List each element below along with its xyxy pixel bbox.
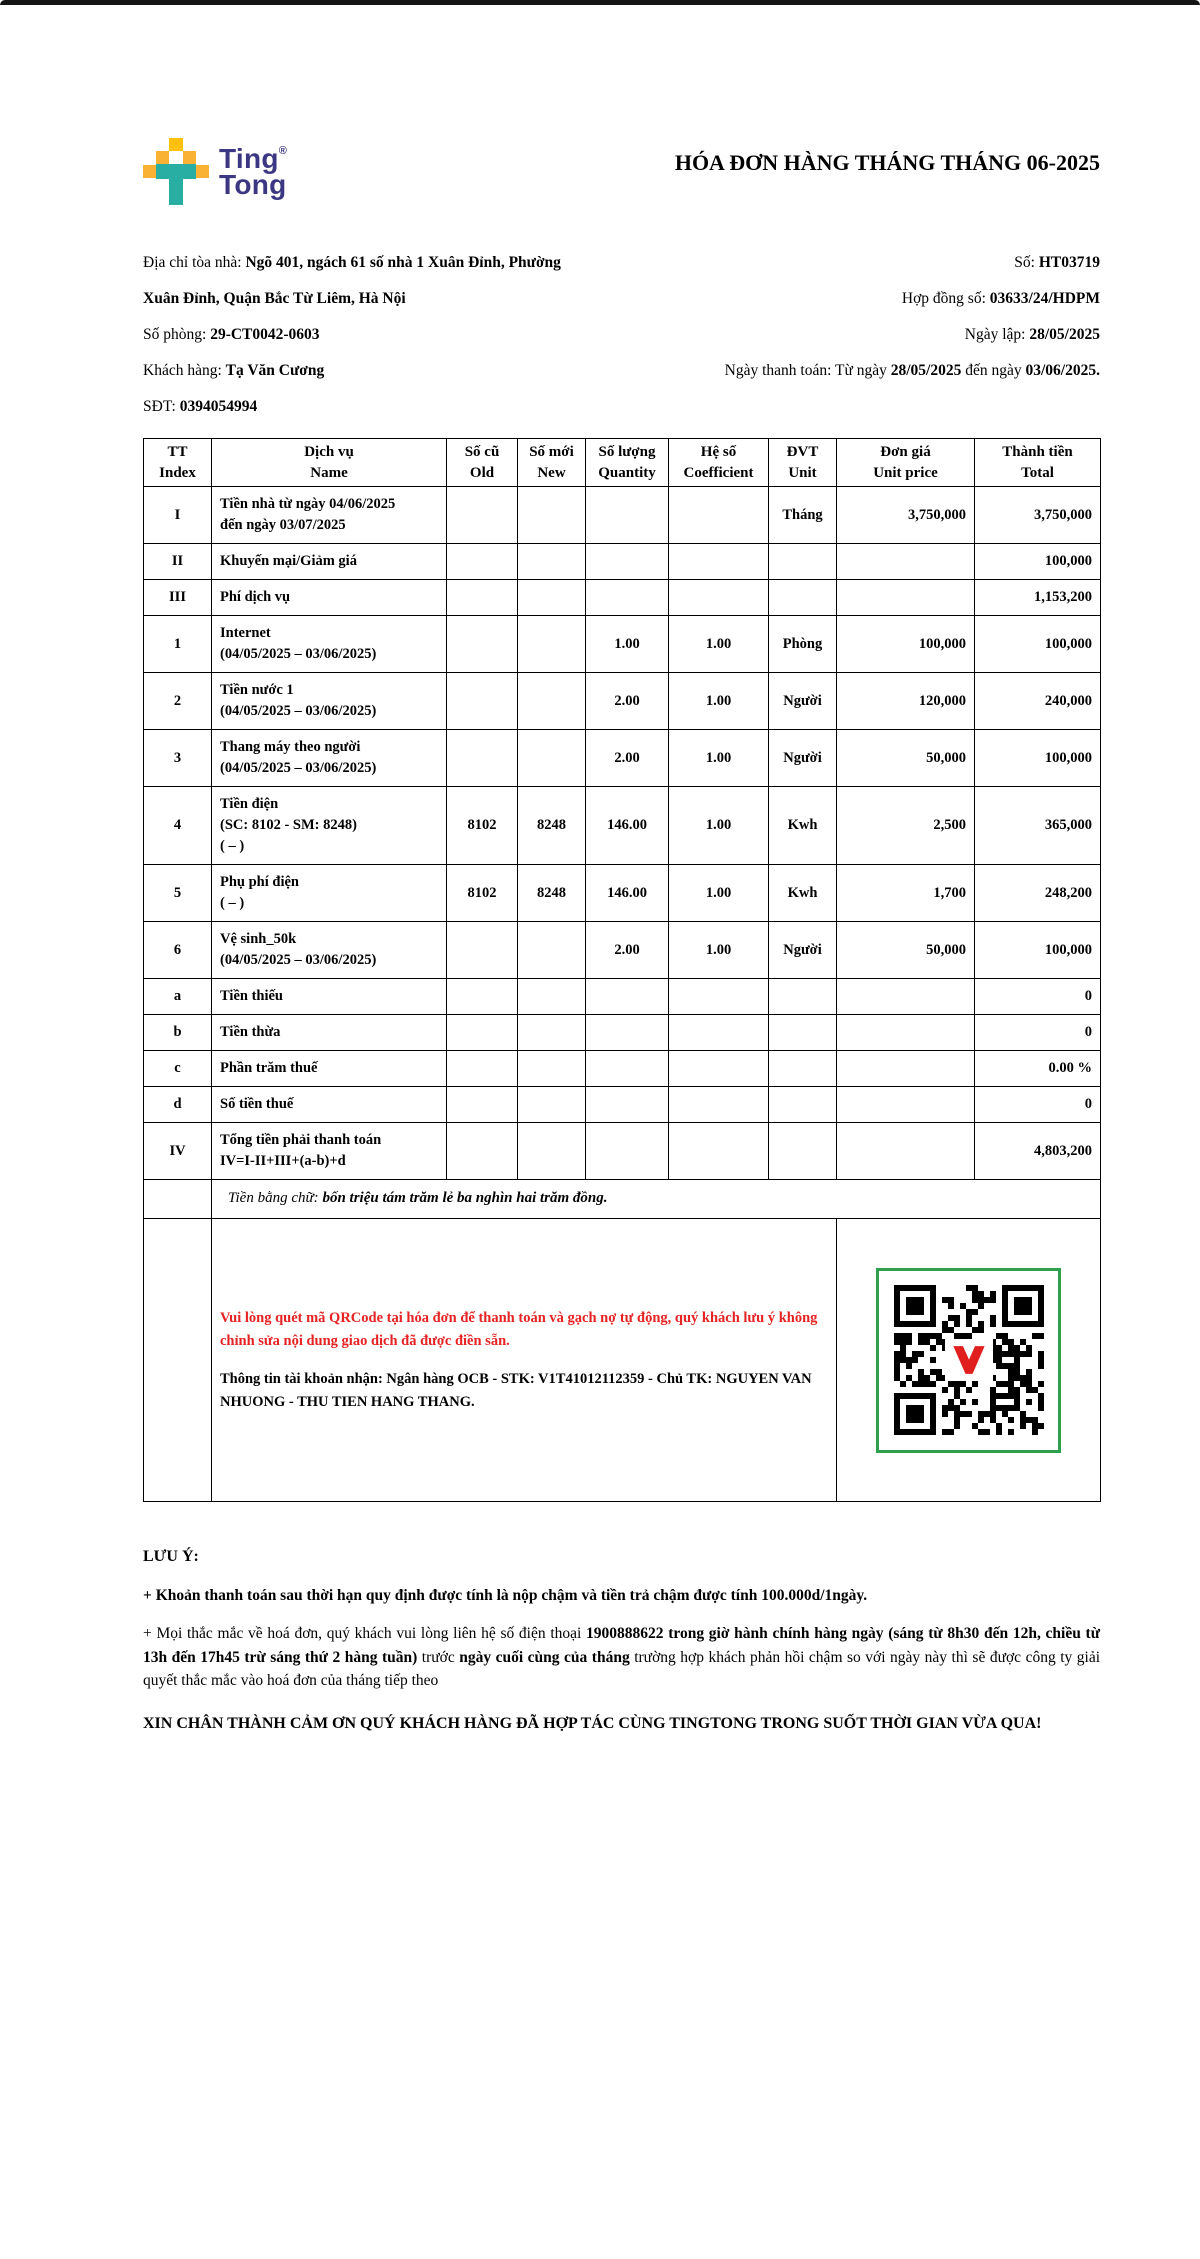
table-header-cell: Số mới New <box>518 439 586 487</box>
table-cell <box>837 1123 975 1180</box>
qr-code-cell <box>837 1219 1101 1502</box>
table-cell: b <box>144 1015 212 1051</box>
table-cell <box>669 979 769 1015</box>
info-left-text: Số phòng: 29-CT0042-0603 <box>143 326 320 343</box>
table-cell <box>447 1123 518 1180</box>
table-row <box>144 580 1101 616</box>
table-row <box>144 1087 1101 1123</box>
table-cell <box>518 979 586 1015</box>
table-cell <box>837 544 975 580</box>
table-cell: Internet (04/05/2025 – 03/06/2025) <box>212 616 447 673</box>
table-row <box>144 979 1101 1015</box>
table-cell <box>518 673 586 730</box>
table-row <box>144 673 1101 730</box>
table-cell <box>518 487 586 544</box>
table-header-cell: Số lượng Quantity <box>586 439 669 487</box>
table-row <box>144 1123 1101 1180</box>
table-cell: 8102 <box>447 865 518 922</box>
table-cell <box>586 487 669 544</box>
table-cell: 248,200 <box>975 865 1101 922</box>
table-cell <box>518 580 586 616</box>
info-row <box>143 389 1100 425</box>
info-left-text: Địa chỉ tòa nhà: Ngõ 401, ngách 61 số nhà 1 Xuân Đỉnh, Phường <box>143 254 561 271</box>
table-cell <box>769 1015 837 1051</box>
table-header-cell: Dịch vụ Name <box>212 439 447 487</box>
table-cell: 1,700 <box>837 865 975 922</box>
table-cell <box>144 1219 212 1502</box>
table-header-cell: Hệ số Coefficient <box>669 439 769 487</box>
table-cell <box>837 580 975 616</box>
table-cell: Người <box>769 730 837 787</box>
table-cell: 1 <box>144 616 212 673</box>
table-header-cell: ĐVT Unit <box>769 439 837 487</box>
footer-closing: XIN CHÂN THÀNH CẢM ƠN QUÝ KHÁCH HÀNG ĐÃ HỢP TÁC CÙNG TINGTONG TRONG SUỐT THỜI GIAN VỪA QUA! <box>143 1715 1042 1733</box>
table-cell: 0 <box>975 979 1101 1015</box>
table-row <box>144 544 1101 580</box>
table-cell: Khuyến mại/Giảm giá <box>212 544 447 580</box>
table-cell <box>669 1087 769 1123</box>
table-row <box>144 787 1101 865</box>
amount-in-words-row <box>144 1180 1101 1219</box>
table-cell <box>447 1051 518 1087</box>
registered-mark: ® <box>278 145 288 157</box>
table-cell <box>669 1051 769 1087</box>
footer-notes <box>143 1548 1100 1736</box>
table-cell: 6 <box>144 922 212 979</box>
table-cell: 2,500 <box>837 787 975 865</box>
table-cell: 1.00 <box>669 865 769 922</box>
table-cell <box>518 1051 586 1087</box>
table-header-cell: TT Index <box>144 439 212 487</box>
table-cell: Tiền điện (SC: 8102 - SM: 8248) ( – ) <box>212 787 447 865</box>
table-row <box>144 1051 1101 1087</box>
qr-center-v-logo <box>945 1339 993 1381</box>
table-cell: 50,000 <box>837 922 975 979</box>
table-cell: III <box>144 580 212 616</box>
table-cell: Phòng <box>769 616 837 673</box>
invoice-table-head <box>144 439 1101 487</box>
table-cell: Số tiền thuế <box>212 1087 447 1123</box>
table-cell: Kwh <box>769 865 837 922</box>
tingtong-logo-icon <box>143 138 209 205</box>
table-cell <box>447 673 518 730</box>
table-cell <box>769 544 837 580</box>
table-cell: Vệ sinh_50k (04/05/2025 – 03/06/2025) <box>212 922 447 979</box>
table-cell: Tổng tiền phải thanh toán IV=I-II+III+(a-b)+d <box>212 1123 447 1180</box>
info-right-text: Số: HT03719 <box>1014 254 1100 271</box>
info-right-text: Ngày thanh toán: Từ ngày 28/05/2025 đến ngày 03/06/2025. <box>724 362 1100 379</box>
table-cell: 2.00 <box>586 922 669 979</box>
table-cell: 1.00 <box>669 922 769 979</box>
info-row <box>143 281 1100 317</box>
table-cell: 1.00 <box>669 616 769 673</box>
table-cell: 146.00 <box>586 865 669 922</box>
invoice-table-body <box>144 487 1101 1502</box>
table-cell <box>669 580 769 616</box>
table-cell: II <box>144 544 212 580</box>
table-cell: 3 <box>144 730 212 787</box>
invoice-header <box>143 5 1100 205</box>
table-cell: Phần trăm thuế <box>212 1051 447 1087</box>
table-cell <box>518 1123 586 1180</box>
table-cell: 8248 <box>518 787 586 865</box>
table-cell <box>586 1123 669 1180</box>
table-cell: Tháng <box>769 487 837 544</box>
table-cell: c <box>144 1051 212 1087</box>
table-cell: 8102 <box>447 787 518 865</box>
table-cell: 3,750,000 <box>975 487 1101 544</box>
table-cell <box>518 1087 586 1123</box>
table-cell: 50,000 <box>837 730 975 787</box>
info-row <box>143 353 1100 389</box>
table-cell: IV <box>144 1123 212 1180</box>
tingtong-logo <box>143 138 287 205</box>
table-cell: 0 <box>975 1015 1101 1051</box>
table-cell <box>447 922 518 979</box>
table-cell <box>769 580 837 616</box>
table-header-cell: Đơn giá Unit price <box>837 439 975 487</box>
table-cell: 100,000 <box>975 616 1101 673</box>
table-cell <box>669 1015 769 1051</box>
table-cell <box>586 979 669 1015</box>
table-cell <box>669 1123 769 1180</box>
table-cell: 2 <box>144 673 212 730</box>
table-cell: a <box>144 979 212 1015</box>
table-cell <box>518 544 586 580</box>
table-cell: d <box>144 1087 212 1123</box>
table-cell: 1.00 <box>669 787 769 865</box>
info-left-text: Khách hàng: Tạ Văn Cương <box>143 362 325 379</box>
table-cell: 120,000 <box>837 673 975 730</box>
table-cell <box>586 1015 669 1051</box>
table-cell <box>769 979 837 1015</box>
table-cell: 365,000 <box>975 787 1101 865</box>
footer-note-1: + Khoản thanh toán sau thời hạn quy định được tính là nộp chậm và tiền trả chậm được tính 100.000d/1ngày. <box>143 1587 868 1605</box>
table-cell: Phụ phí điện ( – ) <box>212 865 447 922</box>
payment-instructions <box>212 1219 837 1502</box>
table-cell <box>447 487 518 544</box>
table-cell: 5 <box>144 865 212 922</box>
table-cell <box>586 580 669 616</box>
table-cell: Tiền thừa <box>212 1015 447 1051</box>
info-right-text: Hợp đồng số: 03633/24/HDPM <box>901 290 1100 307</box>
table-cell <box>769 1051 837 1087</box>
invoice-table <box>143 438 1101 1502</box>
table-header-cell: Số cũ Old <box>447 439 518 487</box>
qr-row <box>144 1219 1101 1502</box>
table-cell <box>837 1051 975 1087</box>
table-cell <box>144 1180 212 1219</box>
table-cell <box>837 1087 975 1123</box>
info-left-text: SĐT: 0394054994 <box>143 398 258 415</box>
table-cell <box>447 730 518 787</box>
table-cell <box>837 979 975 1015</box>
table-cell: Tiền nhà từ ngày 04/06/2025 đến ngày 03/07/2025 <box>212 487 447 544</box>
info-right-text: Ngày lập: 28/05/2025 <box>964 326 1100 343</box>
table-cell: 240,000 <box>975 673 1101 730</box>
info-left-text: Xuân Đỉnh, Quận Bắc Từ Liêm, Hà Nội <box>143 290 406 307</box>
table-row <box>144 730 1101 787</box>
table-cell: 1.00 <box>586 616 669 673</box>
table-cell <box>586 544 669 580</box>
table-cell <box>669 487 769 544</box>
table-cell: I <box>144 487 212 544</box>
qr-warning-note: Vui lòng quét mã QRCode tại hóa đơn để thanh toán và gạch nợ tự động, quý khách lưu ý không chỉnh sửa nội dung giao dịch đã được điền sẵn. <box>220 1310 818 1349</box>
table-cell <box>447 1015 518 1051</box>
amount-in-words: Tiền bằng chữ: bốn triệu tám trăm lẻ ba nghìn hai trăm đồng. <box>212 1180 1101 1219</box>
table-cell: 0 <box>975 1087 1101 1123</box>
table-cell <box>447 1087 518 1123</box>
table-cell <box>586 1087 669 1123</box>
table-cell <box>518 730 586 787</box>
table-cell: Người <box>769 673 837 730</box>
table-row <box>144 922 1101 979</box>
table-row <box>144 1015 1101 1051</box>
qr-code <box>894 1285 1044 1435</box>
table-cell <box>769 1123 837 1180</box>
table-cell <box>447 544 518 580</box>
table-cell <box>586 1051 669 1087</box>
table-cell: 1.00 <box>669 730 769 787</box>
table-cell: 4 <box>144 787 212 865</box>
table-cell: 0.00 % <box>975 1051 1101 1087</box>
table-cell: 100,000 <box>975 544 1101 580</box>
table-cell: 100,000 <box>975 922 1101 979</box>
table-cell <box>518 922 586 979</box>
table-row <box>144 616 1101 673</box>
table-cell <box>837 1015 975 1051</box>
tingtong-logo-text: Ting® Tong <box>219 143 288 201</box>
invoice-page <box>0 5 1200 1736</box>
table-cell: 2.00 <box>586 730 669 787</box>
table-cell: 3,750,000 <box>837 487 975 544</box>
table-cell <box>447 979 518 1015</box>
table-cell <box>769 1087 837 1123</box>
info-row <box>143 245 1100 281</box>
qr-code-frame <box>876 1268 1061 1453</box>
table-row <box>144 865 1101 922</box>
table-cell: 4,803,200 <box>975 1123 1101 1180</box>
invoice-title: HÓA ĐƠN HÀNG THÁNG THÁNG 06-2025 <box>674 150 1100 175</box>
table-cell: 100,000 <box>837 616 975 673</box>
table-cell: 1,153,200 <box>975 580 1101 616</box>
footer-note-2: + Mọi thắc mắc về hoá đơn, quý khách vui lòng liên hệ số điện thoại 1900888622 trong giờ hành chính hàng ngày (sáng từ 8h30 đến 12h, chiều từ 13h đến 17h45 trừ sáng thứ 2 hàng tuần) trước ngày cuối cùng của tháng trường hợp khách phản hồi chậm so với ngày này thì sẽ được công ty giải quyết thắc mắc vào hoá đơn của tháng tiếp theo <box>143 1625 1101 1689</box>
table-cell: Tiền thiếu <box>212 979 447 1015</box>
table-cell: 146.00 <box>586 787 669 865</box>
table-cell: 1.00 <box>669 673 769 730</box>
table-cell: 100,000 <box>975 730 1101 787</box>
table-cell <box>447 616 518 673</box>
table-cell: Phí dịch vụ <box>212 580 447 616</box>
table-cell: 8248 <box>518 865 586 922</box>
footer-heading: LƯU Ý: <box>143 1548 199 1566</box>
table-row <box>144 487 1101 544</box>
info-row <box>143 317 1100 353</box>
table-cell <box>518 1015 586 1051</box>
table-cell <box>447 580 518 616</box>
bank-account-info: Thông tin tài khoản nhận: Ngân hàng OCB - STK: V1T41012112359 - Chủ TK: NGUYEN VAN NHUONG - THU TIEN HANG THANG. <box>220 1371 812 1410</box>
table-cell: Người <box>769 922 837 979</box>
table-cell: Kwh <box>769 787 837 865</box>
info-section <box>143 245 1100 425</box>
table-cell: Thang máy theo người (04/05/2025 – 03/06/2025) <box>212 730 447 787</box>
table-header-cell: Thành tiền Total <box>975 439 1101 487</box>
table-cell <box>518 616 586 673</box>
table-cell: Tiền nước 1 (04/05/2025 – 03/06/2025) <box>212 673 447 730</box>
table-cell <box>669 544 769 580</box>
table-cell: 2.00 <box>586 673 669 730</box>
